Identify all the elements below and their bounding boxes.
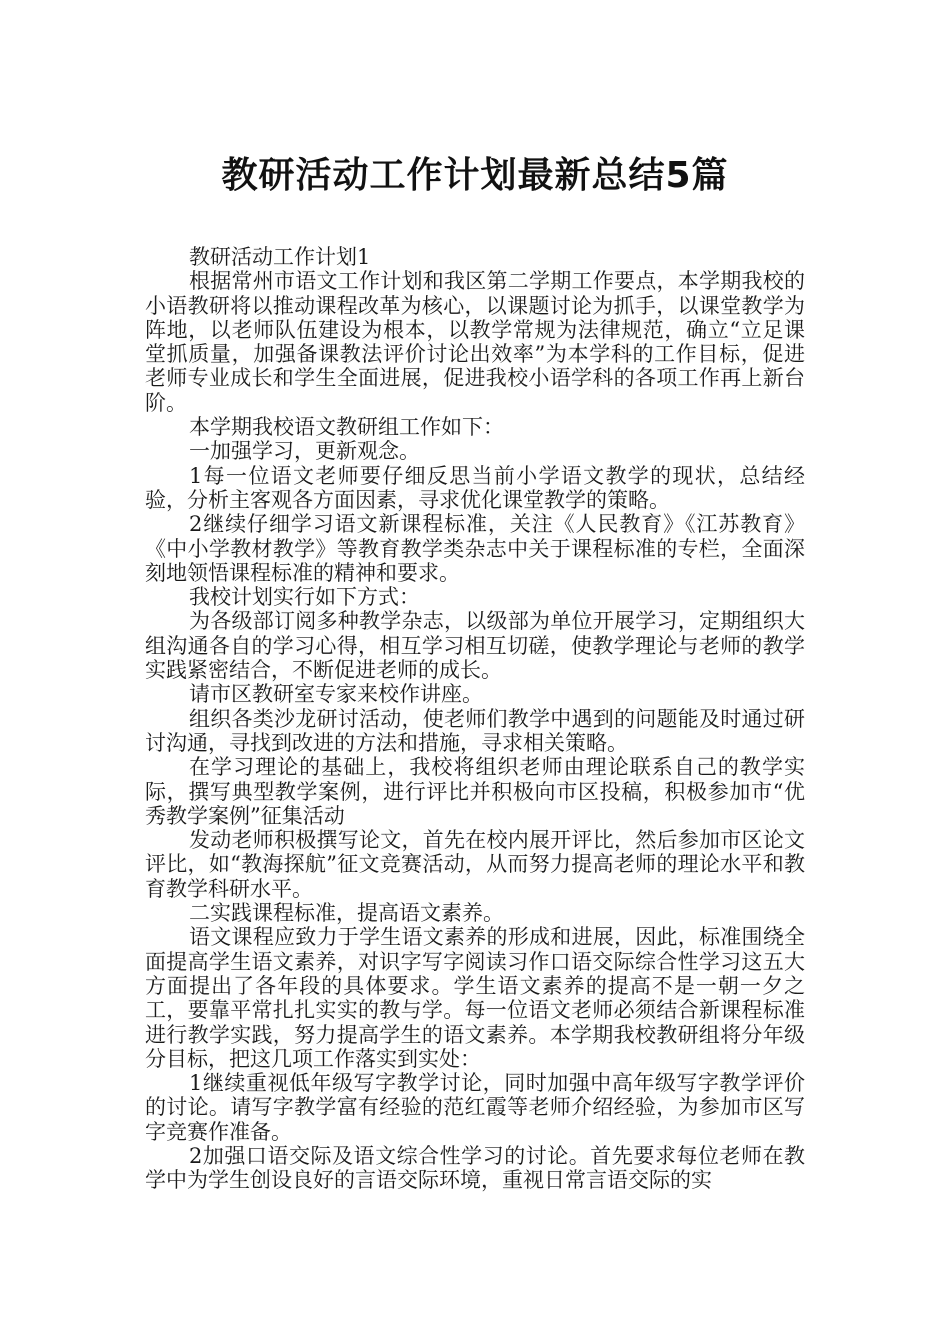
paragraph: 语文课程应致力于学生语文素养的形成和进展，因此，标准围绕全面提高学生语文素养，对识字写字阅读习作口语交际综合性学习这五大方面提出了各年段的具体要求。学生语文素养的提高不是一朝一夕之工，要靠平常扎扎实实的教与学。每一位语文老师必须结合新课程标准进行教学实践，努力提高学生的语文素养。本学期我校教研组将分年级分目标，把这几项工作落实到实处：: [145, 925, 805, 1071]
paragraph: 在学习理论的基础上，我校将组织老师由理论联系自己的教学实际，撰写典型教学案例，进行评比并积极向市区投稿，积极参加市“优秀教学案例”征集活动: [145, 755, 805, 828]
paragraph: 二实践课程标准，提高语文素养。: [189, 901, 504, 926]
paragraph: 根据常州市语文工作计划和我区第二学期工作要点，本学期我校的小语教研将以推动课程改革为核心，以课题讨论为抓手，以课堂教学为阵地，以老师队伍建设为根本，以教学常规为法律规范，确立“立足课堂抓质量，加强备课教法评价讨论出效率”为本学科的工作目标，促进老师专业成长和学生全面进展，促进我校小语学科的各项工作再上新台阶。: [145, 269, 805, 415]
paragraph: 1每一位语文老师要仔细反思当前小学语文教学的现状，总结经验，分析主客观各方面因素，寻求优化课堂教学的策略。: [145, 463, 805, 512]
paragraph: 组织各类沙龙研讨活动，使老师们教学中遇到的问题能及时通过研讨沟通，寻找到改进的方法和措施，寻求相关策略。: [145, 706, 805, 755]
paragraph: 2继续仔细学习语文新课程标准，关注《人民教育》《江苏教育》《中小学教材教学》等教育教学类杂志中关于课程标准的专栏，全面深刻地领悟课程标准的精神和要求。: [145, 512, 805, 585]
paragraph: 本学期我校语文教研组工作如下：: [189, 415, 504, 440]
document-body: [145, 245, 805, 1193]
paragraph: 1继续重视低年级写字教学讨论，同时加强中高年级写字教学评价的讨论。请写字教学富有经验的范红霞等老师介绍经验，为参加市区写字竞赛作准备。: [145, 1071, 805, 1144]
paragraph: 2加强口语交际及语文综合性学习的讨论。首先要求每位老师在教学中为学生创设良好的言语交际环境，重视日常言语交际的实: [145, 1143, 805, 1193]
paragraph: 请市区教研室专家来校作讲座。: [189, 682, 483, 707]
paragraph: 发动老师积极撰写论文，首先在校内展开评比，然后参加市区论文评比，如“教海探航”征文竞赛活动，从而努力提高老师的理论水平和教育教学科研水平。: [145, 828, 805, 901]
document-title: 教研活动工作计划最新总结5篇: [221, 155, 729, 197]
paragraph: 一加强学习，更新观念。: [189, 439, 420, 464]
paragraph: 为各级部订阅多种教学杂志，以级部为单位开展学习，定期组织大组沟通各自的学习心得，相互学习相互切磋，使教学理论与老师的教学实践紧密结合，不断促进老师的成长。: [145, 609, 805, 683]
paragraph: 教研活动工作计划1: [189, 245, 371, 269]
paragraph: 我校计划实行如下方式：: [189, 585, 420, 610]
